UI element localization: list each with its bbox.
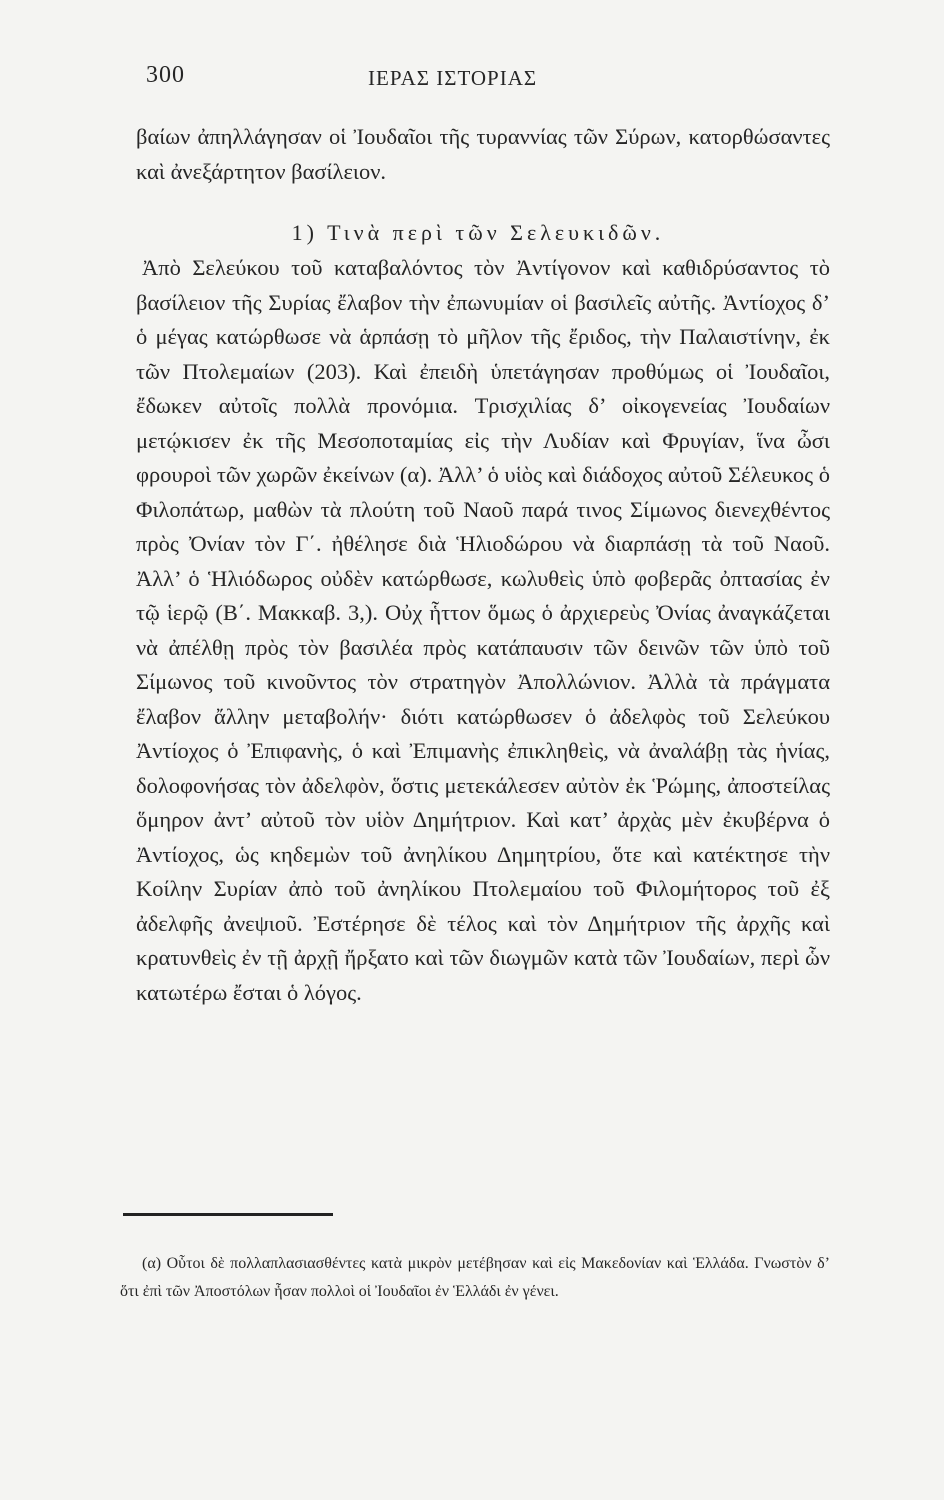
main-text — [136, 120, 830, 1010]
footnote — [120, 1250, 830, 1306]
body-paragraph: Ἀπὸ Σελεύκου τοῦ καταβαλόντος τὸν Ἀντίγονον καὶ καθιδρύσαντος τὸ βασίλειον τῆς Συρίας ἔλαβον τὴν ἐπωνυμίαν οἱ βασιλεῖς αὐτῆς. Ἀντίοχος δ’ ὁ μέγας κατώρθωσε νὰ ἁρπάσῃ τὸ μῆλον τῆς ἔριδος, τὴν Παλαιστίνην, ἐκ τῶν Πτολεμαίων (203). Καὶ ἐπειδὴ ὑπετάγησαν προθύμως οἱ Ἰουδαῖοι, ἔδωκεν αὐτοῖς πολλὰ προνόμια. Τρισχιλίας δ’ οἰκογενείας Ἰουδαίων μετῴκισεν ἐκ τῆς Μεσοποταμίας εἰς τὴν Λυδίαν καὶ Φρυγίαν, ἵνα ὦσι φρουροὶ τῶν χωρῶν ἐκείνων (α). Ἀλλ’ ὁ υἱὸς καὶ διάδοχος αὐτοῦ Σέλευκος ὁ Φιλοπάτωρ, μαθὼν τὰ πλούτη τοῦ Ναοῦ παρά τινος Σίμωνος διενεχθέντος πρὸς Ὀνίαν τὸν Γ΄. ἠθέλησε διὰ Ἡλιοδώρου νὰ διαρπάσῃ τὰ τοῦ Ναοῦ. Ἀλλ’ ὁ Ἡλιόδωρος οὐδὲν κατώρθωσε, κωλυθεὶς ὑπὸ φοβερᾶς ὀπτασίας ἐν τῷ ἱερῷ (Β΄. Μακκαβ. 3,). Οὐχ ἧττον ὅμως ὁ ἀρχιερεὺς Ὀνίας ἀναγκάζεται νὰ ἀπέλθῃ πρὸς τὸν βασιλέα πρὸς κατάπαυσιν τῶν δεινῶν τῶν ὑπὸ τοῦ Σίμωνος τοῦ κινοῦντος τὸν στρατηγὸν Ἀπολλώνιον. Ἀλλὰ τὰ πράγματα ἔλαβον ἄλλην μεταβολήν· διότι κατώρθωσεν ὁ ἀδελφὸς τοῦ Σελεύκου Ἀντίοχος ὁ Ἐπιφανὴς, ὁ καὶ Ἐπιμανὴς ἐπικληθεὶς, νὰ ἀναλάβῃ τὰς ἡνίας, δολοφονήσας τὸν ἀδελφὸν, ὅστις μετεκάλεσεν αὐτὸν ἐκ Ῥώμης, ἀποστείλας ὅμηρον ἀντ’ αὐτοῦ τὸν υἱὸν Δημήτριον. Καὶ κατ’ ἀρχὰς μὲν ἐκυβέρνα ὁ Ἀντίοχος, ὡς κηδεμὼν τοῦ ἀνηλίκου Δημητρίου, ὅτε καὶ κατέκτησε τὴν Κοίλην Συρίαν ἀπὸ τοῦ ἀνηλίκου Πτολεμαίου τοῦ Φιλομήτορος τοῦ ἐξ ἀδελφῆς ἀνεψιοῦ. Ἐστέρησε δὲ τέλος καὶ τὸν Δημήτριον τῆς ἀρχῆς καὶ κρατυνθεὶς ἐν τῇ ἀρχῇ ἤρξατο καὶ τῶν διωγμῶν κατὰ τῶν Ἰουδαίων, περὶ ὧν κατωτέρω ἔσται ὁ λόγος. — [136, 255, 830, 1005]
intro-paragraph: βαίων ἀπηλλάγησαν οἱ Ἰουδαῖοι τῆς τυραννίας τῶν Σύρων, κατορθώσαντες καὶ ἀνεξάρτητον βασίλειον. — [136, 124, 830, 184]
running-head: ΙΕΡΑΣ ΙΣΤΟΡΙΑΣ — [368, 66, 538, 90]
footnote-text: (α) Οὗτοι δὲ πολλαπλασιασθέντες κατὰ μικρὸν μετέβησαν καὶ εἰς Μακεδονίαν καὶ Ἑλλάδα. Γνωστὸν δ’ ὅτι ἐπὶ τῶν Ἀποστόλων ἦσαν πολλοὶ οἱ Ἰουδαῖοι ἐν Ἑλλάδι ἐν γένει. — [120, 1255, 830, 1300]
section-heading: 1) Τινὰ περὶ τῶν Σελευκιδῶν. — [291, 220, 665, 245]
footnote-divider — [123, 1213, 333, 1216]
page-number: 300 — [146, 62, 185, 88]
